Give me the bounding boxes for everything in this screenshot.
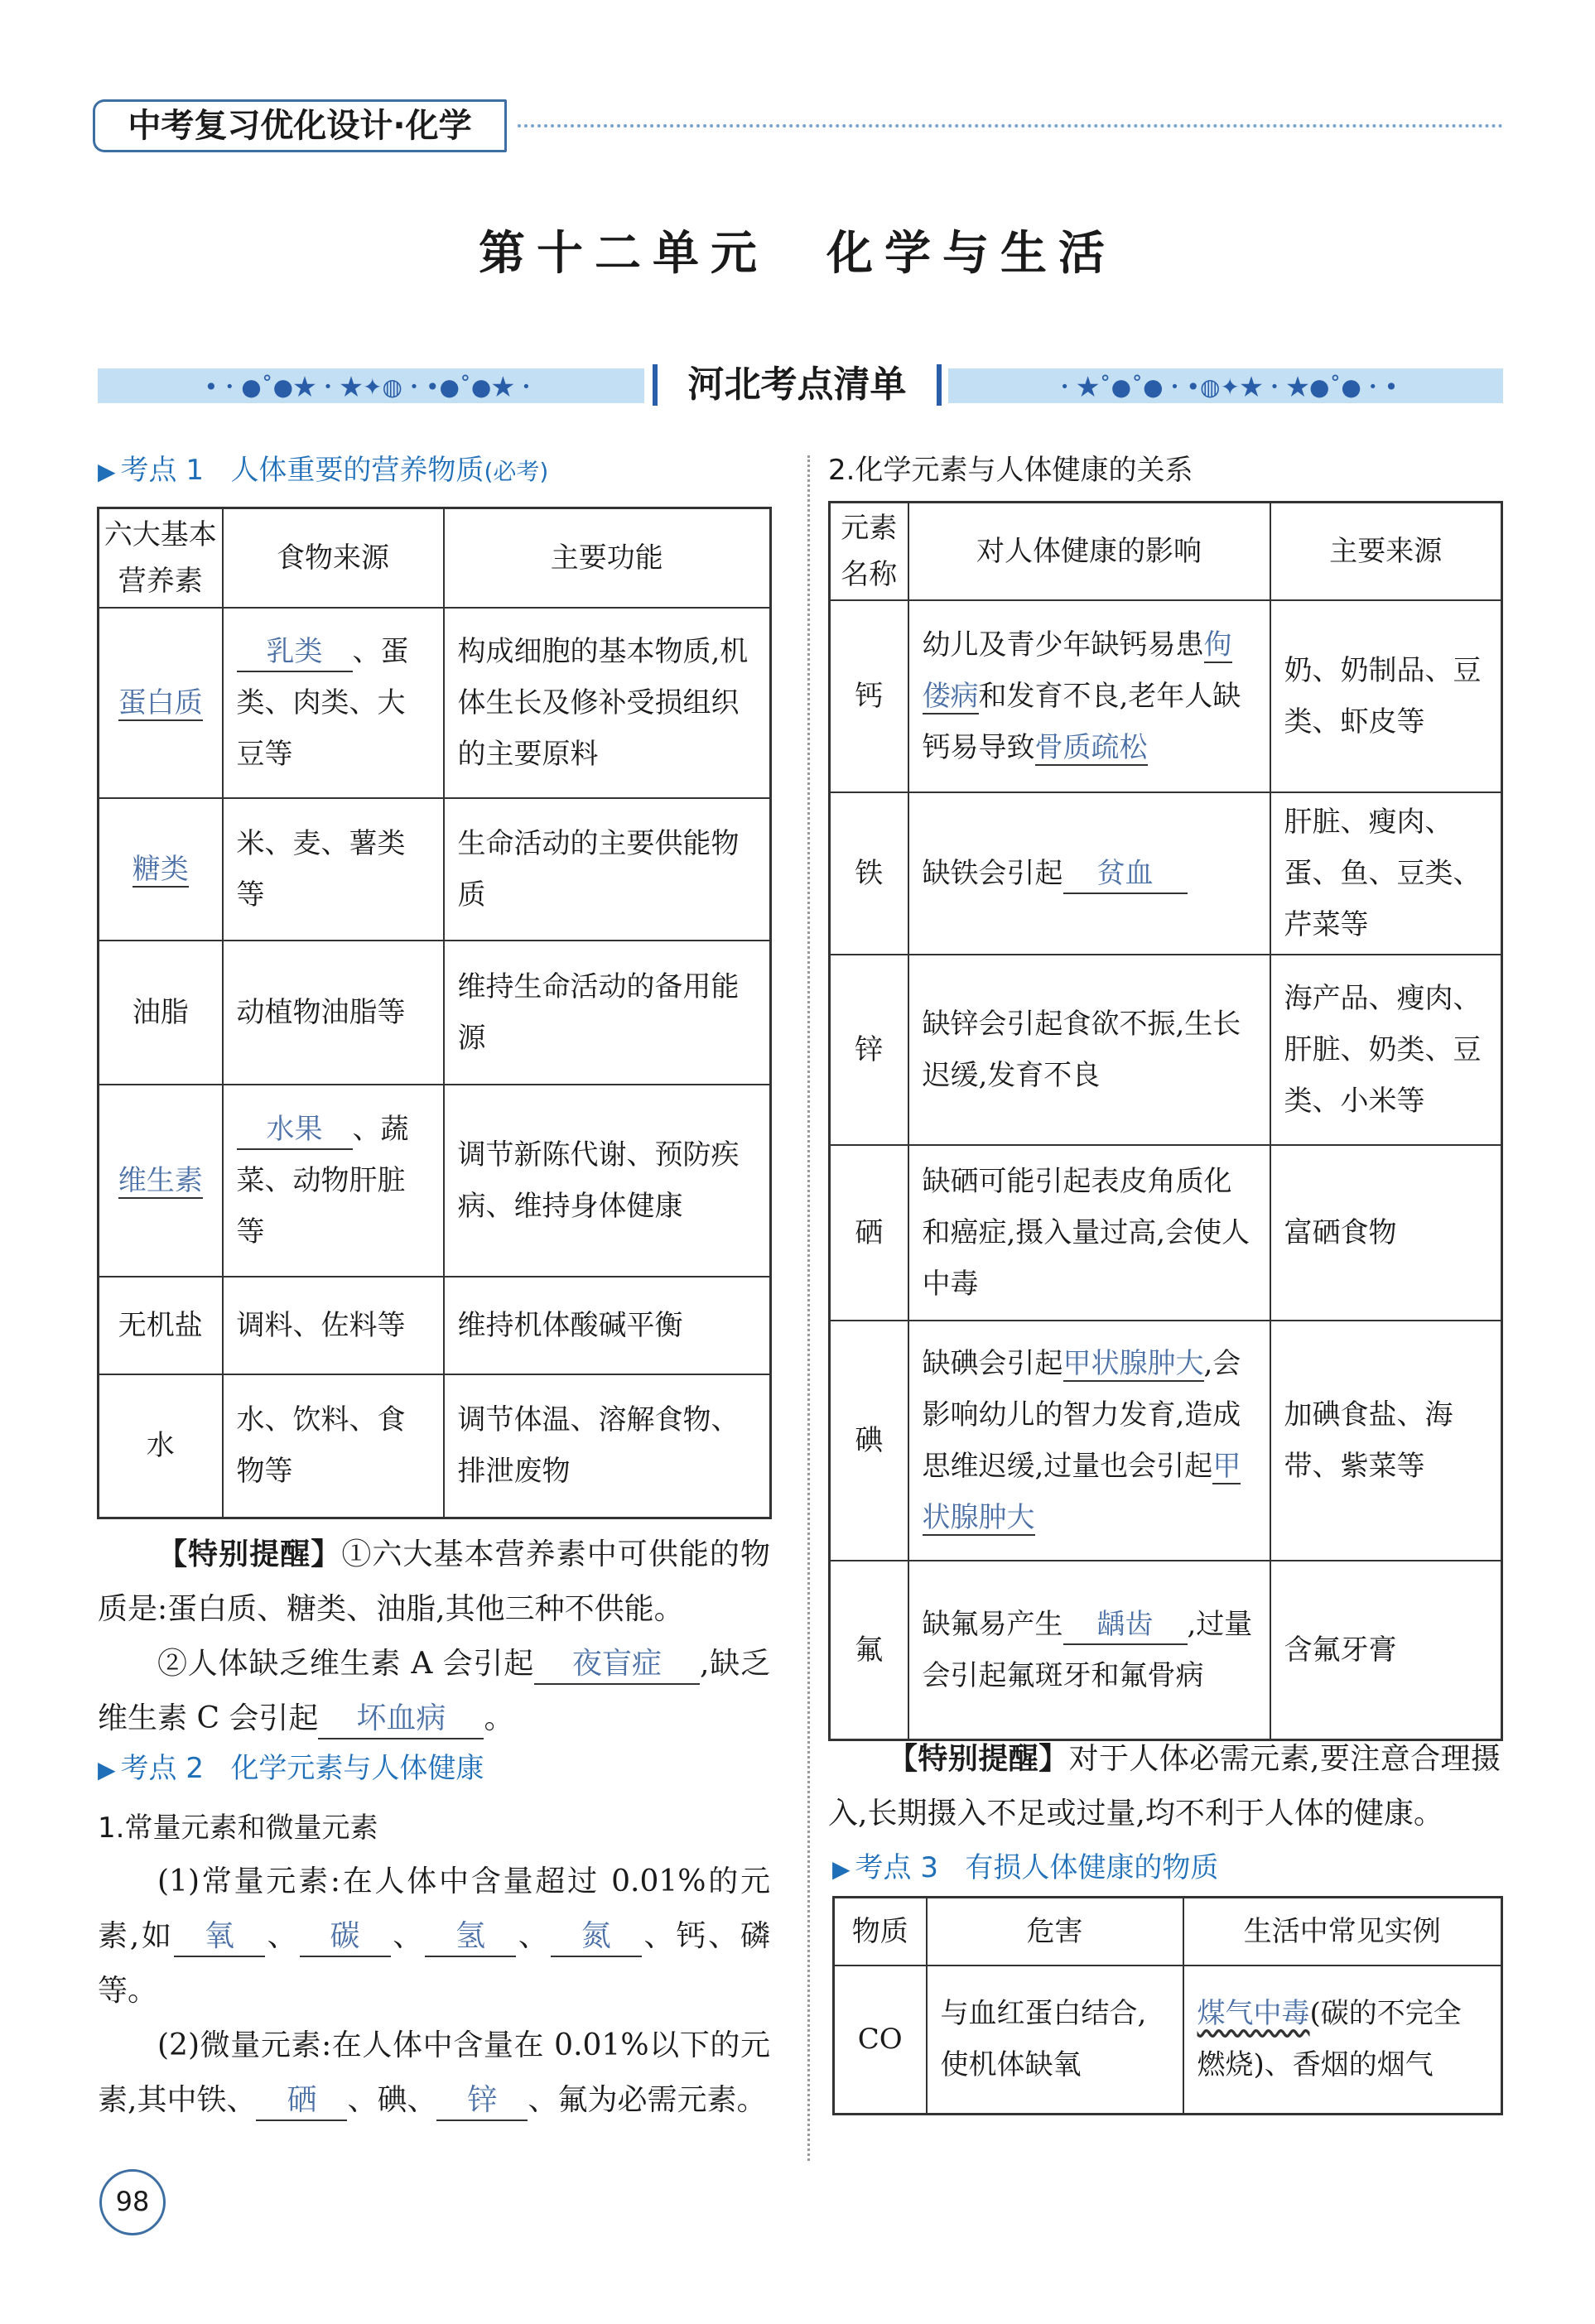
answer-blank: 水果 [237, 1110, 353, 1150]
source-text: 、蛋类、肉类、大豆等 [236, 634, 409, 771]
element-fluorine: 氟 [830, 1561, 908, 1739]
source-text: 动植物油脂等 [223, 941, 444, 1085]
source-text: 含氟牙膏 [1270, 1561, 1502, 1739]
effect-cell [908, 600, 1270, 792]
element-iron: 铁 [830, 792, 908, 955]
harm-text: 与血红蛋白结合,使机体缺氧 [927, 1966, 1183, 2115]
note1-line2-c: 。 [484, 1701, 514, 1735]
note1-line2-b: ,缺乏维生素 C 会引起 [98, 1647, 770, 1735]
para2-b: 、氟为必需元素。 [528, 2083, 767, 2117]
nutrient-protein: 蛋白质 [118, 686, 203, 719]
effect-cell [908, 792, 1270, 955]
header-source: 主要来源 [1270, 503, 1502, 601]
note1-line1: ①六大基本营养素中可供能的物质是:蛋白质、糖类、油脂,其他三种不供能。 [98, 1537, 770, 1626]
triangle-icon: ▶ [98, 458, 116, 485]
effect-text: 缺铁会引起 [922, 857, 1063, 890]
answer-blank: 硒 [256, 2081, 347, 2121]
kp3-heading [832, 1845, 1218, 1885]
table-row [99, 1085, 771, 1277]
header-nutrient: 六大基本营养素 [99, 508, 223, 608]
example-text: (碳的不完全燃烧)、香烟的烟气 [1197, 1997, 1462, 2082]
kp1-title: 人体重要的营养物质 [230, 454, 484, 487]
function-text: 维持机体酸碱平衡 [444, 1277, 771, 1374]
kp1-tag: (必考) [484, 458, 549, 485]
effect-text: ,会影响幼儿的智力发育,造成思维迟缓,过量也会引起 [922, 1347, 1241, 1483]
function-text: 构成细胞的基本物质,机体生长及修补受损组织的主要原料 [444, 608, 771, 798]
table-row [830, 955, 1502, 1145]
table-row [830, 1561, 1502, 1739]
section2-heading: 2.化学元素与人体健康的关系 [828, 454, 1193, 487]
substance-co: CO [834, 1966, 927, 2115]
answer-blank: 氮 [551, 1917, 642, 1957]
section1-body: (1)常量元素:在人体中含量超过 0.01%的元素,如 氧 、 碳 、 氢 、 氮 、钙、磷等。 (2)微量元素:在人体中含量在 0.01%以下的元素,其中铁、 硒 、碘、 锌 、氟为必需元素。 [98, 1855, 770, 2128]
nutrient-vitamin: 维生素 [118, 1163, 203, 1197]
answer-underline: 甲状腺肿大 [922, 1450, 1241, 1534]
answer-blank: 龋齿 [1063, 1605, 1188, 1645]
answer-blank: 坏血病 [318, 1700, 484, 1739]
table-row [99, 798, 771, 941]
function-text: 调节体温、溶解食物、排泄废物 [444, 1374, 771, 1518]
answer-blank: 氢 [425, 1917, 516, 1957]
effect-text: 缺硒可能引起表皮角质化和癌症,摄入量过高,会使人中毒 [908, 1145, 1270, 1321]
effect-cell [908, 1321, 1270, 1561]
function-text: 生命活动的主要供能物质 [444, 798, 771, 941]
banner-decoration-right: ・★˚●˚●・•◍✦★・★●˚●・• [948, 368, 1503, 403]
answer-blank: 氧 [174, 1917, 265, 1957]
example-cell [1183, 1966, 1502, 2115]
table-row [834, 1966, 1502, 2115]
kp1-label: 考点 1 [120, 454, 204, 487]
answer-underline: 佝偻病 [922, 628, 1232, 713]
section1-heading: 1.常量元素和微量元素 [98, 1812, 378, 1845]
answer-underline: 骨质疏松 [1034, 731, 1148, 764]
note-key: 【特别提醒】 [888, 1742, 1069, 1776]
note1 [98, 1528, 770, 1746]
answer-underline: 甲状腺肿大 [1063, 1347, 1204, 1380]
nutrient-fat: 油脂 [99, 941, 223, 1085]
element-selenium: 硒 [830, 1145, 908, 1321]
table-row [830, 600, 1502, 792]
effect-text: 缺氟易产生 [922, 1607, 1063, 1641]
answer-blank: 乳类 [237, 633, 353, 672]
effect-text: 和发育不良,老年人缺钙易导致 [922, 680, 1241, 764]
answer-blank: 锌 [436, 2081, 528, 2121]
para2-mid: 、碘、 [347, 2083, 437, 2117]
banner-title: 河北考点清单 [646, 354, 948, 416]
header-example: 生活中常见实例 [1183, 1898, 1502, 1966]
table-row [99, 941, 771, 1085]
source-text: 加碘食盐、海带、紫菜等 [1270, 1321, 1502, 1561]
table-header-row [99, 508, 771, 608]
kp2-heading [98, 1745, 484, 1786]
kp3-title: 有损人体健康的物质 [965, 1851, 1219, 1884]
kp2-title: 化学元素与人体健康 [230, 1752, 484, 1785]
source-text: 米、麦、薯类等 [223, 798, 444, 941]
note2-text: 对于人体必需元素,要注意合理摄入,长期摄入不足或过量,均不利于人体的健康。 [828, 1742, 1501, 1831]
unit-title: 第十二单元 化学与生活 [479, 226, 1116, 281]
table-row [830, 1145, 1502, 1321]
header-effect: 对人体健康的影响 [908, 503, 1270, 601]
element-zinc: 锌 [830, 955, 908, 1145]
triangle-icon: ▶ [832, 1855, 851, 1883]
effect-text: 幼儿及青少年缺钙易患 [922, 628, 1204, 662]
column-divider [807, 455, 810, 2161]
table-row [830, 1321, 1502, 1561]
source-text: 、蔬菜、动物肝脏等 [236, 1112, 409, 1249]
effect-text: 缺碘会引起 [922, 1347, 1063, 1380]
para2-a: (2)微量元素:在人体中含量在 0.01%以下的元素,其中铁、 [98, 2028, 770, 2117]
kp3-label: 考点 3 [855, 1851, 938, 1884]
element-iodine: 碘 [830, 1321, 908, 1561]
book-label: 中考复习优化设计·化学 [93, 99, 507, 152]
header-element: 元素名称 [830, 503, 908, 601]
effect-text: 缺锌会引起食欲不振,生长迟缓,发育不良 [908, 955, 1270, 1145]
header-dotted-rule [518, 124, 1503, 128]
note-key: 【特别提醒】 [157, 1537, 342, 1571]
table-row [99, 1277, 771, 1374]
table-header-row [830, 503, 1502, 601]
header-substance: 物质 [834, 1898, 927, 1966]
note1-line2-a: ②人体缺乏维生素 A 会引起 [157, 1647, 534, 1681]
nutrient-sugar: 糖类 [132, 852, 189, 886]
nutrient-table [97, 507, 772, 1519]
table-row [99, 608, 771, 798]
source-text: 富硒食物 [1270, 1145, 1502, 1321]
source-text: 海产品、瘦肉、肝脏、奶类、豆类、小米等 [1270, 955, 1502, 1145]
header-function: 主要功能 [444, 508, 771, 608]
answer-blank: 贫血 [1063, 854, 1188, 894]
nutrient-mineral: 无机盐 [99, 1277, 223, 1374]
para1-a: (1)常量元素:在人体中含量超过 0.01%的元素,如 [98, 1864, 770, 1953]
page-number: 98 [99, 2169, 166, 2235]
answer-blank: 夜盲症 [534, 1645, 700, 1685]
effect-cell [908, 1561, 1270, 1739]
table-header-row [834, 1898, 1502, 1966]
function-text: 调节新陈代谢、预防疾病、维持身体健康 [444, 1085, 771, 1277]
kp2-label: 考点 2 [120, 1752, 204, 1785]
kp1-heading [98, 447, 548, 488]
harmful-substance-table [832, 1896, 1503, 2115]
table-row [99, 1374, 771, 1518]
element-table [828, 501, 1503, 1741]
answer-wavy: 煤气中毒 [1197, 1997, 1310, 2031]
source-text: 水、饮料、食物等 [223, 1374, 444, 1518]
para1-b: 、钙、磷等。 [98, 1919, 770, 2008]
nutrient-water: 水 [99, 1374, 223, 1518]
source-text: 奶、奶制品、豆类、虾皮等 [1270, 600, 1502, 792]
source-text: 肝脏、瘦肉、蛋、鱼、豆类、芹菜等 [1270, 792, 1502, 955]
triangle-icon: ▶ [98, 1756, 116, 1783]
source-text: 调料、佐料等 [223, 1277, 444, 1374]
header-harm: 危害 [927, 1898, 1183, 1966]
function-text: 维持生命活动的备用能源 [444, 941, 771, 1085]
note2 [828, 1732, 1501, 1841]
answer-blank: 碳 [300, 1917, 391, 1957]
effect-text: ,过量会引起氟斑牙和氟骨病 [922, 1607, 1253, 1692]
banner-decoration-left: •・●˚●★・★✦◍・•●˚●★・ [98, 368, 644, 403]
element-calcium: 钙 [830, 600, 908, 792]
header-source: 食物来源 [223, 508, 444, 608]
table-row [830, 792, 1502, 955]
